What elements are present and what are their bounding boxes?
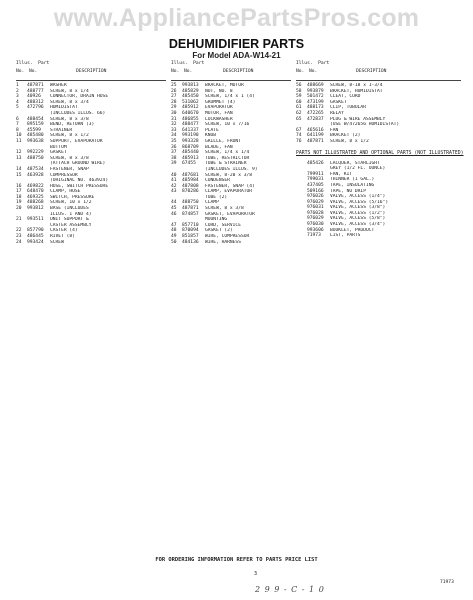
table-row (16, 240, 166, 246)
part-no: 486855 (182, 116, 199, 122)
part-description: FASTENER, SNAP (50, 166, 89, 172)
part-no: 71973 (307, 233, 321, 239)
table-row (171, 240, 291, 246)
part-no: 485984 (182, 178, 199, 184)
part-description: SCREW, 1/4 x 1/4 (205, 150, 250, 156)
part-no: 976029 (307, 216, 324, 222)
part-description: (INCLUDES ILLUS. 66) (50, 110, 106, 116)
part-description: SCREW, 8 x 1/2 (330, 138, 369, 144)
part-description: WIRE, COMPRESSOR (205, 234, 250, 240)
part-no: 531062 (182, 99, 199, 105)
illus-no: 39 (171, 161, 177, 167)
part-no: 465616 (307, 127, 324, 133)
illus-no: 10 (16, 133, 22, 139)
part-description: BOOKLET, PRODUCT (330, 227, 375, 233)
part-description: BEND, RETURN (3) (50, 122, 95, 128)
table-row (296, 233, 461, 239)
part-description: VALVE, ACCESS (3/8") (330, 205, 386, 211)
part-description: FAN (330, 127, 339, 133)
illus-no: 27 (171, 94, 177, 100)
part-no: 437405 (307, 182, 324, 188)
part-description: SCREW, 1/4 x 1 (4) (205, 94, 255, 100)
part-description: HOSE, SWITCH PRESSURE (50, 183, 109, 189)
part-no: 799031 (307, 177, 324, 183)
part-no: 486445 (27, 234, 44, 240)
part-description: (USE W/472656 HUMIDISTAT) (330, 122, 400, 128)
illus-no: 40 (171, 172, 177, 178)
part-no: 40926 (27, 94, 41, 100)
part-no: 648470 (27, 189, 44, 195)
part-no: 868709 (182, 144, 199, 150)
part-no: 463928 (27, 172, 44, 178)
column-header (171, 60, 291, 81)
part-description: (ORIGINAL NO. 463924) (50, 178, 109, 184)
illus-no: 12 (16, 150, 22, 156)
part-description: CORD, SERVICE (205, 222, 241, 228)
part-description: FAN, KIT (330, 171, 353, 177)
illus-no: 16 (16, 183, 22, 189)
part-description: VALVE, ACCESS (5/16") (330, 199, 389, 205)
illus-no: 28 (171, 99, 177, 105)
illus-no: 35 (171, 138, 177, 144)
part-description: KNOB (205, 133, 217, 139)
part-description: SCREW, 8 x 3/4 (50, 99, 89, 105)
part-no: 485440 (182, 150, 199, 156)
header-part-no: No. (184, 69, 193, 74)
illus-no: 2 (16, 88, 19, 94)
part-no: 501472 (307, 94, 324, 100)
part-description: TUBE (2) (205, 194, 228, 200)
part-description: VALVE, ACCESS (1/4") (330, 194, 386, 200)
illus-no: 62 (296, 110, 302, 116)
illus-no: 22 (16, 228, 22, 234)
part-description: GRILLE, FRONT (205, 138, 241, 144)
handwritten-note: 2 9 9 - C - 1 0 (255, 585, 325, 594)
column-header (16, 60, 166, 81)
part-description: CLIP, TUBULAR (330, 105, 366, 111)
part-no: 870094 (182, 228, 199, 234)
parts-column-1 (16, 60, 166, 245)
illus-no: 5 (16, 105, 19, 111)
illus-no: 32 (171, 122, 177, 128)
part-no: 509166 (307, 188, 324, 194)
part-description: CASTER ASSEMBLY (50, 222, 92, 228)
part-no: 993328 (182, 138, 199, 144)
part-description: PLATE (205, 127, 219, 133)
part-description: SWITCH, PRESSURE (50, 194, 95, 200)
part-no: 874857 (182, 211, 199, 217)
illus-no: 6 (16, 116, 19, 122)
part-description: CLAMP, HOSE (50, 189, 81, 195)
part-description: PLUG & WIRE ASSEMBLY (330, 116, 386, 122)
part-no: 485912 (182, 105, 199, 111)
part-no: 487534 (27, 166, 44, 172)
part-description: SCREW, 8-18 x 1-3/4 (330, 83, 383, 88)
part-no: 473199 (307, 99, 324, 105)
illus-no: 11 (16, 138, 22, 144)
part-no: 488268 (27, 200, 44, 206)
parts-list-2 (171, 83, 291, 245)
part-description: SCREW, 8 x 3/8 (205, 206, 244, 212)
part-no: 976028 (307, 210, 324, 216)
part-description: MOTOR, FAN (205, 110, 233, 116)
illus-no: 13 (16, 155, 22, 161)
part-description: FASTENER, SNAP (4) (205, 183, 255, 189)
header-part-no: No. (29, 69, 38, 74)
illus-no: 26 (171, 88, 177, 94)
part-description: HUMIDISTAT (50, 105, 78, 111)
part-no: 870286 (182, 189, 199, 195)
illus-no: 1 (16, 83, 19, 88)
part-description: GASKET, EVAPORATOR (205, 211, 255, 217)
part-no: 487681 (182, 172, 199, 178)
part-description: BRACKET, MOTOR (205, 83, 244, 88)
date-code: 71973 (440, 580, 454, 585)
header-no: No. (171, 69, 180, 74)
illus-no: 61 (296, 105, 302, 111)
illus-no: 20 (16, 206, 22, 212)
part-no: 641337 (182, 127, 199, 133)
part-no: 488750 (27, 155, 44, 161)
part-description: CLAMP (205, 200, 219, 206)
part-no: 851857 (182, 234, 199, 240)
illus-no: 58 (296, 88, 302, 94)
part-no: 857710 (182, 222, 199, 228)
part-description: VALVE, ACCESS (5/8") (330, 216, 386, 222)
illus-no: 7 (16, 122, 19, 128)
part-no: 485426 (307, 160, 324, 166)
part-description: BRACKET (2) (330, 133, 361, 139)
part-description: LIST, PARTS (330, 233, 361, 239)
header-description: DESCRIPTION (76, 69, 107, 74)
illus-no: 50 (171, 239, 177, 245)
part-no: 799911 (307, 171, 324, 177)
part-no: 993190 (182, 133, 199, 139)
header-part-no: No. (309, 69, 318, 74)
part-description: CLAMP, EVAPORATOR (205, 189, 253, 195)
part-no: 488777 (27, 88, 44, 94)
part-description: BASE (INCLUDES (50, 206, 89, 212)
illus-no: 60 (296, 99, 302, 105)
part-no: 993638 (27, 138, 44, 144)
parts-column-2 (171, 60, 291, 245)
part-description: TUBE & STRAINER (205, 161, 247, 167)
parts-list-1 (16, 83, 166, 245)
illus-no: 19 (16, 200, 22, 206)
part-description: UNIT SUPPORT & (50, 217, 89, 223)
part-description: COMPRESSOR (50, 172, 78, 178)
part-description: ILLUS. 1 AND 4) (50, 211, 92, 217)
part-no: 976030 (307, 222, 324, 228)
part-no: 976029 (307, 199, 324, 205)
part-description: CONDENSER (205, 178, 230, 184)
part-no: 641199 (307, 133, 324, 139)
part-description: GASKET (2) (205, 228, 233, 234)
part-description: VALVE, ACCESS (1/2") (330, 210, 386, 216)
illus-no: 30 (171, 110, 177, 116)
illus-no: 41 (171, 178, 177, 184)
header-description: DESCRIPTION (223, 69, 254, 74)
illus-no: 47 (171, 222, 177, 228)
illus-no: 14 (16, 166, 22, 172)
part-no: 487871 (27, 83, 44, 88)
part-description: SCREW, 8 x 3/8 (50, 116, 89, 122)
part-description: VALVE, ACCESS (3/4") (330, 222, 386, 228)
header-no: No. (296, 69, 305, 74)
illus-no: 38 (171, 155, 177, 161)
part-description: (INCLUDES ILLUS. 9) (205, 166, 258, 172)
parts-column-3 (296, 60, 464, 239)
column-header (296, 60, 461, 81)
part-no: 488750 (182, 200, 199, 206)
page-number: 3 (254, 571, 258, 577)
part-description: GREY (1/2 FL. OUNCE) (330, 166, 386, 172)
part-no: 993812 (27, 206, 44, 212)
parts-list-3 (296, 83, 461, 145)
part-no: 469822 (27, 183, 44, 189)
part-no: 857790 (27, 228, 44, 234)
illus-no: 48 (171, 228, 177, 234)
illus-no: 17 (16, 189, 22, 195)
part-description: BLADE, FAN (205, 144, 233, 150)
illus-no: 42 (171, 183, 177, 189)
part-description: LACQUER, STARLIGHT (330, 160, 380, 166)
part-no: 487808 (182, 183, 199, 189)
model-subtitle: For Model ADA-W14-21 (192, 51, 281, 60)
part-no: 485480 (27, 133, 44, 139)
part-description: MOUNTING (205, 217, 228, 223)
illus-no: 46 (171, 211, 177, 217)
header-no: No. (16, 69, 25, 74)
part-no: 993511 (27, 217, 44, 223)
illus-no: 4 (16, 99, 19, 105)
ordering-info-note: FOR ORDERING INFORMATION REFER TO PARTS PRICE LIST (155, 557, 318, 563)
illus-no: 21 (16, 217, 22, 223)
part-description: GASKET (330, 99, 347, 105)
part-description: GROMMET (4) (205, 99, 236, 105)
illus-no: 76 (296, 138, 302, 144)
header-illus: Illus. Part (16, 61, 50, 66)
illus-no (296, 233, 307, 239)
part-no: 993424 (27, 239, 44, 245)
part-no: 472837 (307, 116, 324, 122)
part-description: RIVET (8) (50, 234, 75, 240)
part-description: EVAPORATOR (205, 105, 233, 111)
part-description: NUT, NO. 8 (205, 88, 233, 94)
illus-no: 65 (296, 116, 302, 122)
illus-no: 37 (171, 150, 177, 156)
header-illus: Illus. Part (296, 61, 330, 66)
part-description: CONNECTOR, DRAIN HOSE (50, 94, 109, 100)
part-description: BRACKET, HUMIDISTAT (330, 88, 383, 94)
illus-no: 36 (171, 144, 177, 150)
part-description: CLEAT, CORD (330, 94, 361, 100)
part-no: 487871 (307, 138, 324, 144)
part-no: 992229 (27, 150, 44, 156)
illus-no: 45 (171, 206, 177, 212)
header-illus: Illus. Part (171, 61, 205, 66)
part-no: 485829 (182, 88, 199, 94)
illus-no: 24 (16, 239, 22, 245)
document-title: DEHUMIDIFIER PARTS (168, 37, 305, 51)
part-no: 993879 (307, 88, 324, 94)
illus-no: 49 (171, 234, 177, 240)
part-no: 976026 (307, 194, 324, 200)
part-no: 488173 (307, 105, 324, 111)
illus-no: 56 (296, 83, 302, 88)
part-description: GASKET (50, 150, 67, 156)
part-no: 472265 (307, 110, 324, 116)
illus-no: 31 (171, 116, 177, 122)
part-description: SCREW, 8 x 1/4 (50, 88, 89, 94)
part-no: 485913 (182, 155, 199, 161)
part-description: TAPE, NO DRIP (330, 188, 366, 194)
illus-no: 23 (16, 234, 22, 240)
part-description: SCREW, 8-20 x 3/8 (205, 172, 253, 178)
part-no: 488669 (307, 83, 324, 88)
illus-no: 59 (296, 94, 302, 100)
part-no: 469325 (27, 194, 44, 200)
part-no: 472796 (27, 105, 44, 111)
part-no: 485450 (182, 94, 199, 100)
part-description: SCREW, 10 x 7/16 (205, 122, 250, 128)
part-description: TAPE, INSULATING (330, 182, 375, 188)
illus-no: 33 (171, 127, 177, 133)
part-description: (ATTACH GROUND WIRE) (50, 161, 106, 167)
part-description: WIRE, HARNESS (205, 239, 241, 245)
illus-no: 43 (171, 189, 177, 195)
part-description: STRAINER (50, 127, 73, 133)
part-description: SCREW, 8 x 3/8 (50, 155, 89, 161)
part-no: 640670 (182, 110, 199, 116)
part-no: 993606 (307, 227, 324, 233)
illus-no: 25 (171, 83, 177, 88)
section-title-optional-parts: PARTS NOT ILLUSTRATED AND OPTIONAL PARTS (NOT ILLUSTRATED) (296, 150, 464, 156)
part-no: 487871 (182, 206, 199, 212)
part-no: 488454 (27, 116, 44, 122)
part-description: WASHER (50, 83, 67, 88)
illus-no: 74 (296, 133, 302, 139)
part-no: 993813 (182, 83, 199, 88)
illus-no: 15 (16, 172, 22, 178)
illus-no: 29 (171, 105, 177, 111)
part-description: SUPPORT, EVAPORATOR (50, 138, 103, 144)
part-description: RELAY (330, 110, 344, 116)
part-no: 488477 (182, 122, 199, 128)
part-no: 976031 (307, 205, 324, 211)
illus-no: 67 (296, 127, 302, 133)
parts-list-optional (296, 161, 461, 239)
illus-no: 3 (16, 94, 19, 100)
part-description: THINNER (1 GAL.) (330, 177, 375, 183)
watermark-text: www.AppliancePartsPros.com (53, 4, 420, 32)
part-description: SCREW, 10 x 1/2 (50, 200, 92, 206)
part-description: SCREW, 8 x 1/2 (50, 133, 89, 139)
part-description: CASTER (4) (50, 228, 78, 234)
illus-no: 8 (16, 127, 19, 133)
header-description: DESCRIPTION (356, 69, 387, 74)
illus-no: 18 (16, 194, 22, 200)
table-row (296, 139, 461, 145)
part-description: TUBE, RESTRICTOR (205, 155, 250, 161)
part-description: BOTTOM (50, 144, 67, 150)
part-no: 45599 (27, 127, 41, 133)
illus-no: 34 (171, 133, 177, 139)
part-no: 488312 (27, 99, 44, 105)
part-no: 895159 (27, 122, 44, 128)
illus-no: 44 (171, 200, 177, 206)
part-no: 67455 (182, 161, 196, 167)
part-description: SCREW (50, 239, 64, 245)
part-no: 484136 (182, 239, 199, 245)
part-description: LOCKWASHER (205, 116, 233, 122)
